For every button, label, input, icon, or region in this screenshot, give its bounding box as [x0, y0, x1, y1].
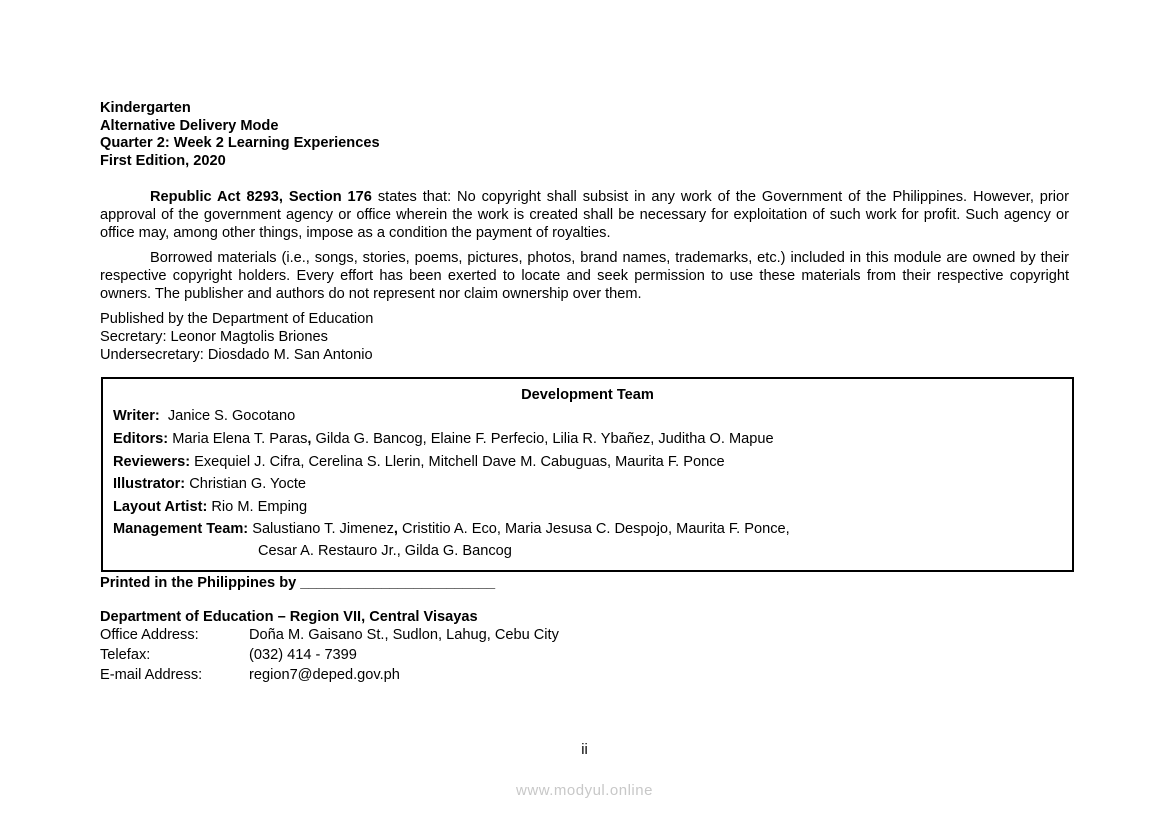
management-label: Management Team:	[113, 521, 249, 537]
borrowed-text: Borrowed materials (i.e., songs, stories, poems, pictures, photos, brand names, trademarks, etc.) included in this module are owned by their respective copyright holders. Every effort has been exerted to locate and seek permission to use these materials from their respective copyright owners. The publisher and authors do not represent nor claim ownership over them.	[100, 250, 1069, 302]
reviewers-row	[113, 454, 725, 470]
copyright-text: states that: No copyright shall subsist in any work of the Government of the Philippines. However, prior approval of the government agency or office wherein the work is created shall be necessary for exploitation of such work for profit. Such agency or office may, among other things, impose as a condition the payment of royalties.	[100, 189, 1069, 241]
office-address-label: Office Address:	[100, 627, 199, 643]
copyright-paragraph	[100, 188, 1069, 242]
editors-names-b: Gilda G. Bancog, Elaine F. Perfecio, Lilia R. Ybañez, Juditha O. Mapue	[311, 431, 774, 447]
writer-label: Writer:	[113, 408, 160, 424]
email-address: region7@deped.gov.ph	[249, 667, 400, 683]
quarter-week: Quarter 2: Week 2 Learning Experiences	[100, 135, 380, 152]
office-address: Doña M. Gaisano St., Sudlon, Lahug, Cebu City	[249, 627, 559, 643]
management-names-c: Cesar A. Restauro Jr., Gilda G. Bancog	[258, 543, 512, 559]
team-title: Development Team	[521, 387, 654, 403]
management-names-b: Cristitio A. Eco, Maria Jesusa C. Despojo, Maurita F. Ponce,	[397, 521, 790, 537]
office-address-row	[100, 627, 559, 643]
grade-level: Kindergarten	[100, 100, 191, 116]
email-label: E-mail Address:	[100, 667, 203, 683]
undersecretary: Undersecretary: Diosdado M. San Antonio	[100, 347, 373, 363]
layout-artist-name: Rio M. Emping	[207, 499, 308, 515]
editors-names-a: Maria Elena T. Paras	[168, 431, 308, 447]
management-names-a: Salustiano T. Jimenez	[248, 521, 394, 537]
management-row-continued	[258, 543, 512, 559]
editors-comma: ,	[307, 431, 312, 447]
watermark: www.modyul.online	[516, 782, 653, 799]
law-reference: Republic Act 8293, Section 176	[150, 189, 372, 205]
delivery-mode: Alternative Delivery Mode	[100, 117, 279, 134]
writer-row	[113, 408, 295, 424]
layout-artist-row	[113, 499, 307, 515]
illustrator-label: Illustrator:	[113, 476, 186, 492]
email-row	[100, 667, 400, 683]
region-title: Department of Education – Region VII, Central Visayas	[100, 609, 478, 625]
illustrator-name: Christian G. Yocte	[185, 476, 307, 492]
title-block	[100, 100, 380, 170]
printed-by: Printed in the Philippines by ________________________	[100, 575, 496, 591]
development-team-box	[101, 377, 1074, 572]
editors-label: Editors:	[113, 431, 169, 447]
edition: First Edition, 2020	[100, 152, 226, 169]
telefax: (032) 414 - 7399	[249, 647, 357, 663]
publication-info	[100, 310, 373, 364]
illustrator-row	[113, 476, 306, 492]
published-by: Published by the Department of Education	[100, 311, 374, 327]
borrowed-materials-paragraph	[100, 249, 1069, 303]
layout-artist-label: Layout Artist:	[113, 499, 208, 515]
page-number: ii	[581, 742, 588, 758]
reviewers-names: Exequiel J. Cifra, Cerelina S. Llerin, Mitchell Dave M. Cabuguas, Maurita F. Ponce	[190, 454, 725, 470]
management-row	[113, 521, 790, 537]
telefax-label: Telefax:	[100, 647, 151, 663]
reviewers-label: Reviewers:	[113, 454, 191, 470]
editors-row	[113, 431, 774, 447]
secretary: Secretary: Leonor Magtolis Briones	[100, 329, 328, 345]
telefax-row	[100, 647, 357, 663]
management-comma: ,	[393, 521, 398, 537]
writer-name: Janice S. Gocotano	[159, 408, 296, 424]
